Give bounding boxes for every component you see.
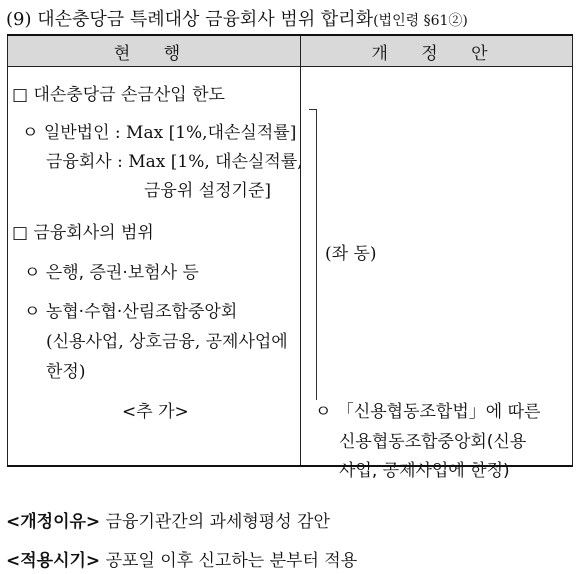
financial-co-limit-cont: 금융위 설정기준] (144, 181, 271, 201)
section-title-main: (9) 대손충당금 특례대상 금융회사 범위 합리화 (6, 9, 374, 30)
added-placeholder: <추 가> (122, 402, 189, 422)
new-credit-union-item: ㅇ 「신용협동조합법」에 따른 (315, 402, 541, 422)
revision-reason (6, 507, 330, 532)
cooperative-scope-cont: 한정) (46, 362, 86, 382)
financial-co-limit: 금융회사 : Max [1%, 대손실적률, (46, 152, 303, 172)
effective-date (6, 546, 357, 571)
proposed-column (301, 67, 573, 481)
cooperative-scope: (신용사업, 상호금융, 공제사업에 (46, 332, 288, 352)
same-as-left-bracket (309, 109, 317, 400)
new-credit-union-item-cont: 신용협동조합중앙회(신용 (339, 432, 527, 452)
cooperative-federations: ㅇ 농협·수협·산림조합중앙회 (24, 302, 238, 322)
header-proposed: 개 정 안 (301, 35, 573, 67)
same-as-left: (좌 동) (325, 244, 377, 264)
revision-reason-label: <개정이유> (6, 512, 101, 532)
effective-date-label: <적용시기> (6, 551, 101, 571)
general-corp-limit: ㅇ 일반법인 : Max [1%,대손실적률] (22, 123, 297, 143)
law-reference: (법인령 §61②) (373, 13, 468, 29)
revision-reason-text: 금융기관간의 과세형평성 감안 (105, 512, 330, 532)
effective-date-text: 공포일 이후 신고하는 분부터 적용 (105, 551, 358, 571)
item-financial-co-scope: □ 금융회사의 범위 (12, 223, 154, 243)
item-deduction-limit: □ 대손충당금 손금산입 한도 (12, 85, 225, 105)
comparison-table (7, 34, 573, 481)
section-title (6, 5, 468, 31)
new-credit-union-scope: 사업, 공제사업에 한정) (339, 461, 510, 481)
header-current: 현 행 (8, 35, 301, 67)
current-column (8, 67, 301, 467)
bank-securities-insurance: ㅇ 은행, 증권·보험사 등 (24, 263, 199, 283)
